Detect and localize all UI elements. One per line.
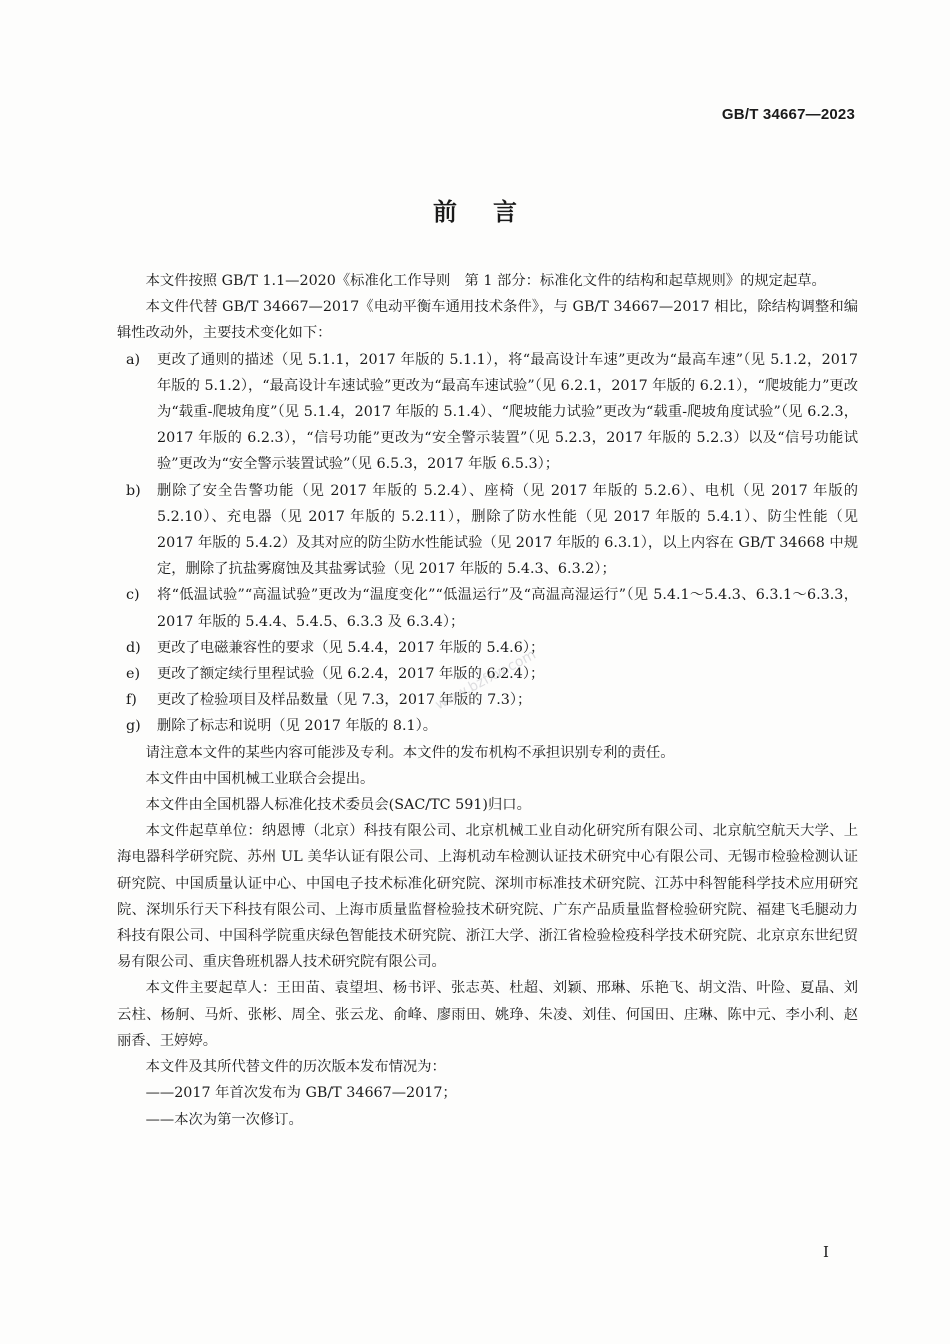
paragraph-history-intro: 本文件及其所代替文件的历次版本发布情况为： — [145, 1059, 446, 1076]
list-item-text: 更改了额定续行里程试验（见 6.2.4，2017 年版的 6.2.4）； — [157, 666, 545, 683]
list-item — [117, 582, 858, 634]
list-item — [117, 347, 858, 478]
list-item-marker: e) — [126, 666, 141, 683]
section-title: 前言 — [433, 198, 553, 226]
list-item — [117, 635, 858, 661]
list-item-text: 删除了安全告警功能（见 2017 年版的 5.2.4）、座椅（见 2017 年版的 5.2.6）、电机（见 2017 年版的 5.2.10）、充电器（见 2017 年版的 5.2.11），删除了防水性能（见 2017 年版的 5.4.1）、防尘性能（见 2017 年版的 5.4.2）及其对应的防尘防水性能试验（见 2017 年版的 6.3.1），以上内容在 GB/T 34668 中规定，删除了抗盐雾腐蚀及其盐雾试验（见 2017 年版的 5.4.3、6.3.2）； — [157, 482, 858, 578]
paragraph-drafting-rules: 本文件按照 GB/T 1.1—2020《标准化工作导则 第 1 部分：标准化文件的结构和起草规则》的规定起草。 — [145, 273, 826, 289]
list-item — [117, 713, 858, 739]
page-number: I — [823, 1243, 829, 1261]
list-item-text: 更改了电磁兼容性的要求（见 5.4.4，2017 年版的 5.4.6）； — [157, 639, 545, 656]
list-item-marker: f) — [126, 692, 137, 709]
paragraph-proposer: 本文件由中国机械工业联合会提出。 — [145, 770, 375, 787]
paragraph-committee: 本文件由全国机器人标准化技术委员会(SAC/TC 591)归口。 — [145, 797, 531, 814]
history-item: ——2017 年首次发布为 GB/T 34667—2017； — [145, 1085, 457, 1102]
paragraph-drafting-units: 本文件起草单位：纳恩博（北京）科技有限公司、北京机械工业自动化研究所有限公司、北京航空航天大学、上海电器科学研究院、苏州 UL 美华认证有限公司、上海机动车检测认证技术研究中心有限公司、无锡市检验检测认证研究院、中国质量认证中心、中国电子技术标准化研究院、深圳市标准技术研究院、江苏中科智能科学技术应用研究院、深圳乐行天下科技有限公司、上海市质量监督检验技术研究院、广东产品质量监督检验研究院、福建飞毛腿动力科技有限公司、中国科学院重庆绿色智能技术研究院、浙江大学、浙江省检验检疫科学技术研究院、北京京东世纪贸易有限公司、重庆鲁班机器人技术研究院有限公司。 — [117, 823, 858, 971]
list-item-text: 更改了检验项目及样品数量（见 7.3，2017 年版的 7.3）； — [157, 692, 532, 709]
paragraph-drafters: 本文件主要起草人：王田苗、袁望坦、杨书评、张志英、杜超、刘颖、邢琳、乐艳飞、胡文浩、叶险、夏晶、刘云柱、杨舸、马炘、张彬、周全、张云龙、俞峰、廖雨田、姚琤、朱凌、刘佳、何国田、庄琳、陈中元、李小利、赵丽香、王婷婷。 — [117, 980, 858, 1049]
list-item-marker: b) — [126, 482, 141, 499]
list-item — [117, 478, 858, 583]
watermark: www.bzfxw.com — [432, 646, 539, 714]
list-item-text: 删除了标志和说明（见 2017 年版的 8.1）。 — [157, 718, 438, 735]
foreword-body — [117, 268, 858, 1133]
list-item-marker: d) — [126, 639, 141, 656]
list-item-text: 更改了通则的描述（见 5.1.1，2017 年版的 5.1.1），将“最高设计车速”更改为“最高车速”（见 5.1.2，2017 年版的 5.1.2），“最高设计车速试验”更改为“最高车速试验”（见 6.2.1，2017 年版的 6.2.1），“爬坡能力”更改为“载重-爬坡角度”（见 5.1.4，2017 年版的 5.1.4）、“爬坡能力试验”更改为“载重-爬坡角度试验”（见 6.2.3，2017 年版的 6.2.3），“信号功能”更改为“安全警示装置”（见 5.2.3，2017 年版的 5.2.3）以及“信号功能试验”更改为“安全警示装置试验”（见 6.5.3，2017 年版 6.5.3）； — [157, 351, 858, 473]
paragraph-replacement: 本文件代替 GB/T 34667—2017《电动平衡车通用技术条件》，与 GB/T 34667—2017 相比，除结构调整和编辑性改动外，主要技术变化如下： — [117, 299, 858, 342]
history-item: ——本次为第一次修订。 — [145, 1111, 303, 1128]
list-item-marker: a) — [126, 351, 141, 368]
list-item-marker: g) — [126, 718, 141, 735]
list-item — [117, 687, 858, 713]
list-item-text: 将“低温试验”“高温试验”更改为“温度变化”“低温运行”及“高温高湿运行”（见 5.4.1～5.4.3、6.3.1～6.3.3，2017 年版的 5.4.4、5.4.5、6.3.3 及 6.3.4）； — [157, 587, 858, 630]
standard-number: GB/T 34667—2023 — [721, 106, 855, 123]
paragraph-patent-notice: 请注意本文件的某些内容可能涉及专利。本文件的发布机构不承担识别专利的责任。 — [145, 744, 675, 761]
list-item-marker: c) — [126, 587, 140, 604]
